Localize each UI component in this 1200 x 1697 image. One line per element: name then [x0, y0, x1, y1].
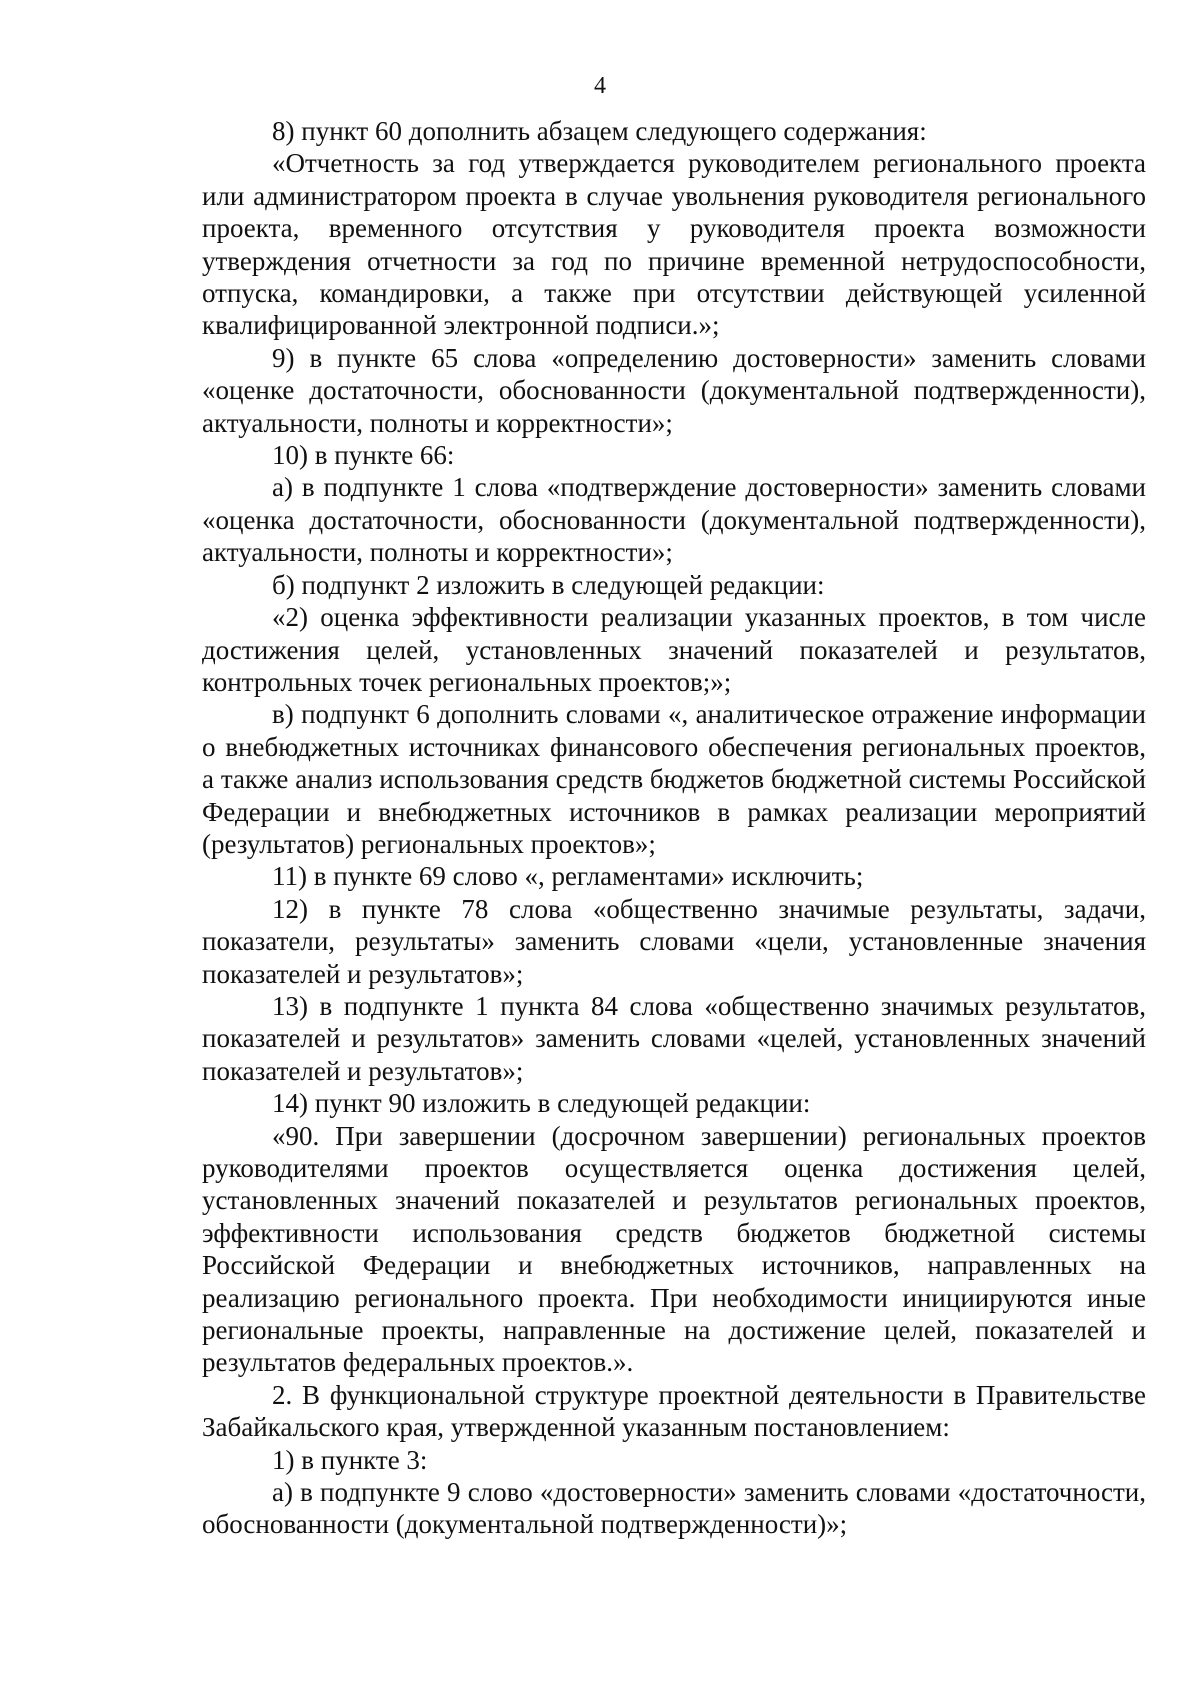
- paragraph-item-9: 9) в пункте 65 слова «определению достоверности» заменить словами «оценке достаточности, обоснованности (документальной подтвержденности), актуальности, полноты и корректности»;: [202, 342, 1146, 438]
- paragraph-item-13: 13) в подпункте 1 пункта 84 слова «общественно значимых результатов, показателей и результатов» заменить словами «целей, установленных значений показателей и результатов»;: [202, 990, 1146, 1086]
- paragraph-item-11: 11) в пункте 69 слово «, регламентами» исключить;: [272, 861, 864, 892]
- quoted-subparagraph-2: «2) оценка эффективности реализации указанных проектов, в том числе достижения целей, установленных значений показателей и результатов, контрольных точек региональных проектов;»;: [202, 602, 1146, 697]
- document-body: [202, 115, 1146, 1541]
- quoted-paragraph-reporting: «Отчетность за год утверждается руководителем регионального проекта или администратором проекта в случае увольнения руководителя регионального проекта, временного отсутствия у руководителя проекта возможности утверждения отчетности за год по причине временной нетрудоспособности, отпуска, командировки, а также при отсутствии действующей усиленной квалифицированной электронной подписи.»;: [202, 148, 1146, 341]
- paragraph-item-12: 12) в пункте 78 слова «общественно значимые результаты, задачи, показатели, результаты» заменить словами «цели, установленные значения показателей и результатов»;: [202, 893, 1146, 989]
- paragraph-item-10: 10) в пункте 66:: [272, 440, 455, 471]
- paragraph-item-14: 14) пункт 90 изложить в следующей редакции:: [272, 1088, 811, 1119]
- subparagraph-a-point-9: а) в подпункте 9 слово «достоверности» заменить словами «достаточности, обоснованности (документальной подтвержденности)»;: [202, 1477, 1146, 1540]
- quoted-paragraph-90: «90. При завершении (досрочном завершении) региональных проектов руководителями проектов осуществляется оценка достижения целей, установленных значений показателей и результатов региональных проектов, эффективности использования средств бюджетов бюджетной системы Российской Федерации и внебюджетных источников, направленных на реализацию регионального проекта. При необходимости инициируются иные региональные проекты, направленные на достижение целей, показателей и результатов федеральных проектов.».: [202, 1120, 1146, 1378]
- paragraph-item-8: 8) пункт 60 дополнить абзацем следующего содержания:: [272, 116, 927, 146]
- subparagraph-v: в) подпункт 6 дополнить словами «, аналитическое отражение информации о внебюджетных источниках финансового обеспечения региональных проектов, а также анализ использования средств бюджетов бюджетной системы Российской Федерации и внебюджетных источников в рамках реализации мероприятий (результатов) региональных проектов»;: [202, 699, 1146, 859]
- paragraph-item-1-point-3: 1) в пункте 3:: [272, 1444, 428, 1475]
- subparagraph-b: б) подпункт 2 изложить в следующей редакции:: [272, 569, 825, 600]
- subparagraph-a: а) в подпункте 1 слова «подтверждение достоверности» заменить словами «оценка достаточности, обоснованности (документальной подтвержденности), актуальности, полноты и корректности»;: [202, 472, 1146, 568]
- section-2-paragraph: 2. В функциональной структуре проектной деятельности в Правительстве Забайкальского края, утвержденной указанным постановлением:: [202, 1379, 1146, 1443]
- page-number: 4: [594, 73, 606, 99]
